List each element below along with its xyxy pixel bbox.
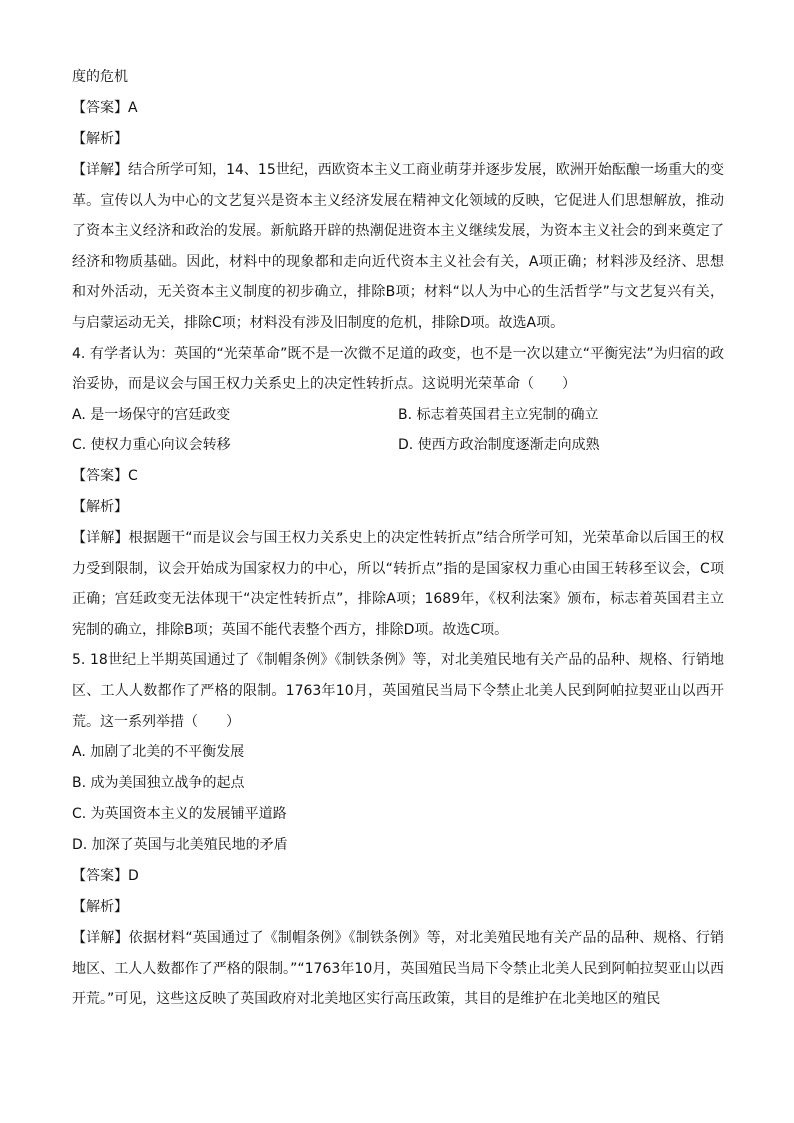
q4-options-row-1 [72,400,724,431]
q4-option-c: C. 使权力重心向议会转移 [72,437,231,454]
continued-option-text: 度的危机 [72,69,128,85]
q4-answer: 【答案】C [72,467,138,484]
q5-option-c: C. 为英国资本主义的发展铺平道路 [72,806,287,823]
q4-stem: 4. 有学者认为：英国的“光荣革命”既不是一次微不足道的政变，也不是一次以建立“平衡宪法”为归宿的政治妥协，而是议会与国王权力关系史上的决定性转折点。这说明光荣革命（ ） [72,345,724,393]
q3-answer: 【答案】A [72,100,138,116]
q5-answer: 【答案】D [72,868,139,885]
q5-stem: 5. 18世纪上半期英国通过了《制帽条例》《制铁条例》等，对北美殖民地有关产品的品种、规格、行销地区、工人人数都作了严格的限制。1763年10月，英国殖民当局下令禁止北美人民到阿帕拉契亚山以西开荒。这一系列举措（ ） [72,652,724,730]
q4-analysis-heading: 【解析】 [72,498,128,515]
q4-option-d: D. 使西方政治制度逐渐走向成熟 [398,437,600,454]
q5-option-b: B. 成为美国独立战争的起点 [72,775,245,792]
q4-option-a: A. 是一场保守的宫廷政变 [72,406,231,423]
q4-option-b: B. 标志着英国君主立宪制的确立 [398,406,599,423]
q3-analysis-heading: 【解析】 [72,131,128,147]
q4-detail: 【详解】根据题干“而是议会与国王权力关系史上的决定性转折点”结合所学可知，光荣革命以后国王的权力受到限制，议会开始成为国家权力的中心，所以“转折点”指的是国家权力重心由国王转移至议会，C项正确；宫廷政变无法体现干“决定性转折点”，排除A项；1689年，《权利法案》颁布，标志着英国君主立宪制的确立，排除B项；英国不能代表整个西方，排除D项。故选C项。 [72,529,724,638]
q5-option-d: D. 加深了英国与北美殖民地的矛盾 [72,837,288,854]
q5-option-a: A. 加剧了北美的不平衡发展 [72,744,245,761]
q5-detail: 【详解】依据材料“英国通过了《制帽条例》《制铁条例》等，对北美殖民地有关产品的品种、规格、行销地区、工人人数都作了严格的限制。”“1763年10月，英国殖民当局下令禁止北美人民到阿帕拉契亚山以西开荒。”可见，这些这反映了英国政府对北美地区实行高压政策，其目的是维护在北美地区的殖民 [72,930,724,1008]
q5-analysis-heading: 【解析】 [72,899,128,916]
document-page [72,62,724,1015]
q3-detail: 【详解】结合所学可知，14、15世纪，西欧资本主义工商业萌芽并逐步发展，欧洲开始酝酿一场重大的变革。宣传以人为中心的文艺复兴是资本主义经济发展在精神文化领域的反映，它促进人们思想解放，推动了资本主义经济和政治的发展。新航路开辟的热潮促进资本主义继续发展，为资本主义社会的到来奠定了经济和物质基础。因此，材料中的现象都和走向近代资本主义社会有关，A项正确；材料涉及经济、思想和对外活动，无关资本主义制度的初步确立，排除B项；材料“以人为中心的生活哲学”与文艺复兴有关，与启蒙运动无关，排除C项；材料没有涉及旧制度的危机，排除D项。故选A项。 [72,162,724,331]
q4-options-row-2 [72,430,724,461]
